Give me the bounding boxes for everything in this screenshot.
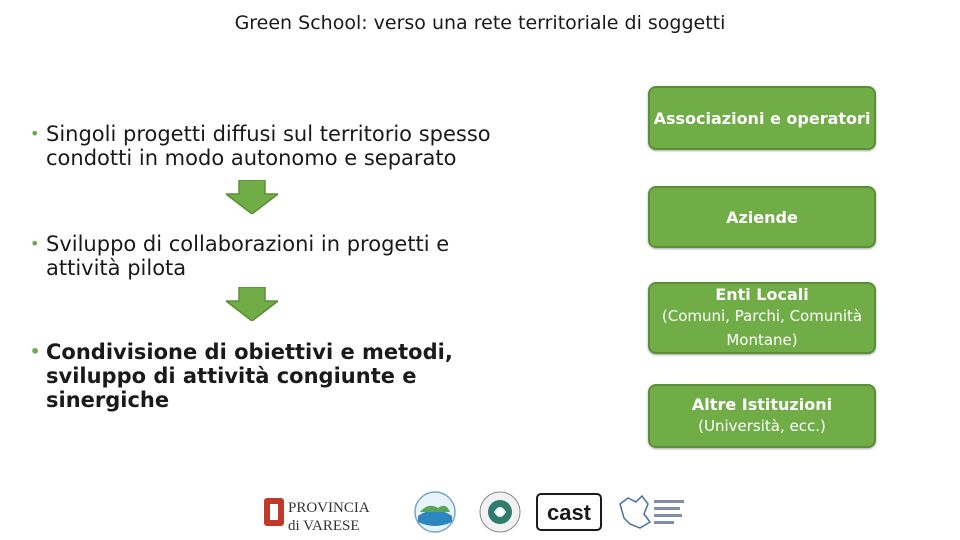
down-arrow-icon	[226, 180, 278, 214]
bullet-text: Condivisione di obiettivi e metodi, sviluppo di attività congiunte e sinergiche	[46, 340, 453, 412]
svg-text:cast	[547, 500, 592, 525]
svg-text:PROVINCIA	[288, 500, 370, 516]
university-seal-logo	[476, 490, 524, 534]
bullet-dot: •	[30, 124, 40, 143]
svg-text:di VARESE	[288, 518, 360, 534]
partner-logos	[262, 490, 688, 534]
actor-box-title: Aziende	[726, 207, 798, 227]
actor-box-istituzioni	[648, 384, 876, 448]
bullet-item	[30, 122, 550, 170]
actor-box-associazioni	[648, 86, 876, 150]
actor-box-title: Associazioni e operatori	[653, 108, 871, 128]
provincia-logo-line1: PROVINCIA	[288, 500, 370, 516]
actor-box-title: Altre Istituzioni	[691, 394, 833, 414]
bullet-dot: •	[30, 342, 41, 361]
bullet-text: Sviluppo di collaborazioni in progetti e attività pilota	[46, 232, 450, 280]
actor-box-enti-locali	[648, 282, 876, 354]
actor-box-subtitle: (Comuni, Parchi, Comunità Montane)	[661, 306, 863, 349]
bullet-text: Singoli progetti diffusi sul territorio spesso condotti in modo autonomo e separato	[46, 122, 491, 170]
provincia-logo-line2: di VARESE	[288, 518, 360, 534]
lake-circle-logo	[406, 490, 464, 534]
actor-box-subtitle: (Università, ecc.)	[698, 416, 826, 435]
down-arrow-icon	[226, 287, 278, 321]
ufficio-scolastico-logo	[614, 490, 688, 534]
actor-box-aziende	[648, 186, 876, 248]
cast-logo	[536, 490, 602, 534]
bullet-item	[30, 232, 510, 280]
page-title: Green School: verso una rete territoriale di soggetti	[234, 12, 726, 34]
actor-box-title: Enti Locali	[715, 284, 809, 304]
cast-logo-text: cast	[546, 500, 592, 525]
provincia-varese-logo	[262, 490, 394, 534]
bullet-item	[30, 340, 480, 412]
bullet-dot: •	[30, 234, 40, 253]
